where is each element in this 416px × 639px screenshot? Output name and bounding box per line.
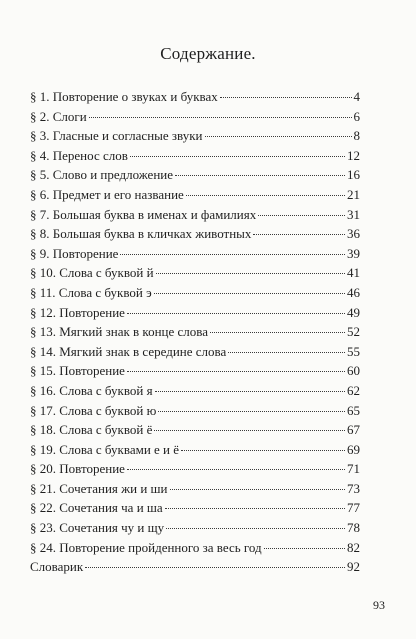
toc-entry[interactable] (30, 342, 360, 362)
toc-leader-dots (158, 411, 345, 412)
toc-entry-label: § 22. Сочетания ча и ша (30, 500, 163, 516)
toc-entry-label: § 14. Мягкий знак в середине слова (30, 343, 227, 359)
toc-entry-label: § 16. Слова с буквой я (30, 382, 153, 398)
toc-entry-page: 46 (347, 284, 360, 300)
toc-entry-page: 16 (347, 167, 360, 183)
toc-entry-label: § 9. Повторение (30, 245, 119, 261)
toc-leader-dots (264, 548, 345, 549)
toc-entry[interactable] (30, 459, 360, 479)
toc-entry[interactable] (30, 87, 360, 107)
toc-leader-dots (156, 273, 345, 274)
toc-entry-page: 60 (347, 363, 360, 379)
toc-entry-label: § 15. Повторение (30, 363, 125, 379)
toc-entry-page: 71 (347, 461, 360, 477)
toc-entry-page: 55 (347, 343, 360, 359)
toc-entry[interactable] (30, 126, 360, 146)
toc-leader-dots (220, 97, 352, 98)
toc-entry-label: § 12. Повторение (30, 304, 125, 320)
toc-leader-dots (205, 136, 352, 137)
toc-entry-page: 4 (353, 89, 360, 104)
toc-entry[interactable] (30, 165, 360, 185)
toc-leader-dots (253, 234, 345, 235)
toc-leader-dots (166, 528, 345, 529)
toc-entry-page: 12 (347, 147, 360, 163)
toc-entry-page: 67 (347, 422, 360, 438)
toc-leader-dots (155, 391, 345, 392)
toc-entry[interactable] (30, 244, 360, 264)
toc-entry[interactable] (30, 205, 360, 225)
toc-entry-page: 73 (347, 480, 360, 496)
toc-entry[interactable] (30, 263, 360, 283)
toc-entry-label: § 11. Слова с буквой э (30, 284, 152, 300)
toc-entry[interactable] (30, 361, 360, 381)
toc-entry-page: 65 (347, 402, 360, 418)
toc-entry[interactable] (30, 381, 360, 401)
toc-entry-label: § 21. Сочетания жи и ши (30, 480, 168, 496)
toc-entry[interactable] (30, 538, 360, 558)
toc-entry[interactable] (30, 322, 360, 342)
page-title: Содержание. (160, 44, 256, 63)
toc-entry-page: 36 (347, 226, 360, 242)
toc-entry-label: § 17. Слова с буквой ю (30, 402, 157, 418)
toc-leader-dots (186, 195, 345, 196)
toc-entry[interactable] (30, 283, 360, 303)
toc-entry[interactable] (30, 479, 360, 499)
toc-entry-page: 77 (347, 500, 360, 516)
toc-leader-dots (175, 175, 345, 176)
toc-entry-label: § 5. Слово и предложение (30, 167, 174, 183)
toc-entry-label: § 23. Сочетания чу и щу (30, 520, 165, 536)
toc-entry-label: § 19. Слова с буквами е и ё (30, 441, 180, 457)
toc-entry-page: 92 (347, 559, 360, 575)
toc-leader-dots (154, 430, 345, 431)
toc-entry-label: § 7. Большая буква в именах и фамилиях (30, 206, 257, 222)
toc-leader-dots (258, 215, 345, 216)
toc-entry-label: Словарик (30, 559, 84, 575)
toc-entry[interactable] (30, 146, 360, 166)
toc-entry[interactable] (30, 498, 360, 518)
toc-entry-label: § 18. Слова с буквой ё (30, 422, 153, 438)
toc-entry-label: § 2. Слоги (30, 108, 87, 124)
toc-leader-dots (130, 156, 345, 157)
toc-entry-page: 41 (347, 265, 360, 281)
toc-entry-page: 69 (347, 441, 360, 457)
toc-entry-label: § 4. Перенос слов (30, 147, 128, 163)
table-of-contents (30, 87, 360, 577)
toc-entry-page: 82 (347, 539, 360, 555)
toc-entry-label: § 1. Повторение о звуках и буквах (30, 89, 218, 104)
toc-leader-dots (154, 293, 345, 294)
toc-leader-dots (127, 313, 345, 314)
toc-entry[interactable] (30, 557, 360, 577)
toc-entry-page: 8 (353, 128, 360, 144)
toc-entry-page: 31 (347, 206, 360, 222)
toc-entry-page: 49 (347, 304, 360, 320)
toc-entry[interactable] (30, 107, 360, 127)
toc-entry[interactable] (30, 185, 360, 205)
toc-entry-page: 52 (347, 324, 360, 340)
toc-leader-dots (120, 254, 345, 255)
toc-entry-label: § 20. Повторение (30, 461, 125, 477)
toc-leader-dots (127, 371, 345, 372)
toc-entry-page: 62 (347, 382, 360, 398)
toc-leader-dots (228, 352, 345, 353)
toc-entry-label: § 6. Предмет и его название (30, 186, 184, 202)
toc-leader-dots (181, 450, 345, 451)
page-number: 93 (373, 598, 385, 612)
toc-entry[interactable] (30, 401, 360, 421)
toc-entry-page: 6 (353, 108, 360, 124)
toc-entry-page: 78 (347, 520, 360, 536)
toc-leader-dots (89, 117, 352, 118)
toc-leader-dots (85, 567, 345, 568)
toc-entry-label: § 3. Гласные и согласные звуки (30, 128, 203, 144)
toc-entry-page: 21 (347, 186, 360, 202)
toc-entry-label: § 24. Повторение пройденного за весь год (30, 539, 262, 555)
toc-entry[interactable] (30, 440, 360, 460)
toc-entry[interactable] (30, 303, 360, 323)
toc-entry-label: § 13. Мягкий знак в конце слова (30, 324, 209, 340)
toc-leader-dots (127, 469, 345, 470)
toc-leader-dots (170, 489, 345, 490)
toc-entry-label: § 8. Большая буква в кличках животных (30, 226, 252, 242)
toc-leader-dots (210, 332, 345, 333)
toc-entry[interactable] (30, 224, 360, 244)
toc-entry-page: 39 (347, 245, 360, 261)
toc-leader-dots (165, 508, 345, 509)
toc-entry[interactable] (30, 518, 360, 538)
toc-entry[interactable] (30, 420, 360, 440)
toc-entry-label: § 10. Слова с буквой й (30, 265, 154, 281)
